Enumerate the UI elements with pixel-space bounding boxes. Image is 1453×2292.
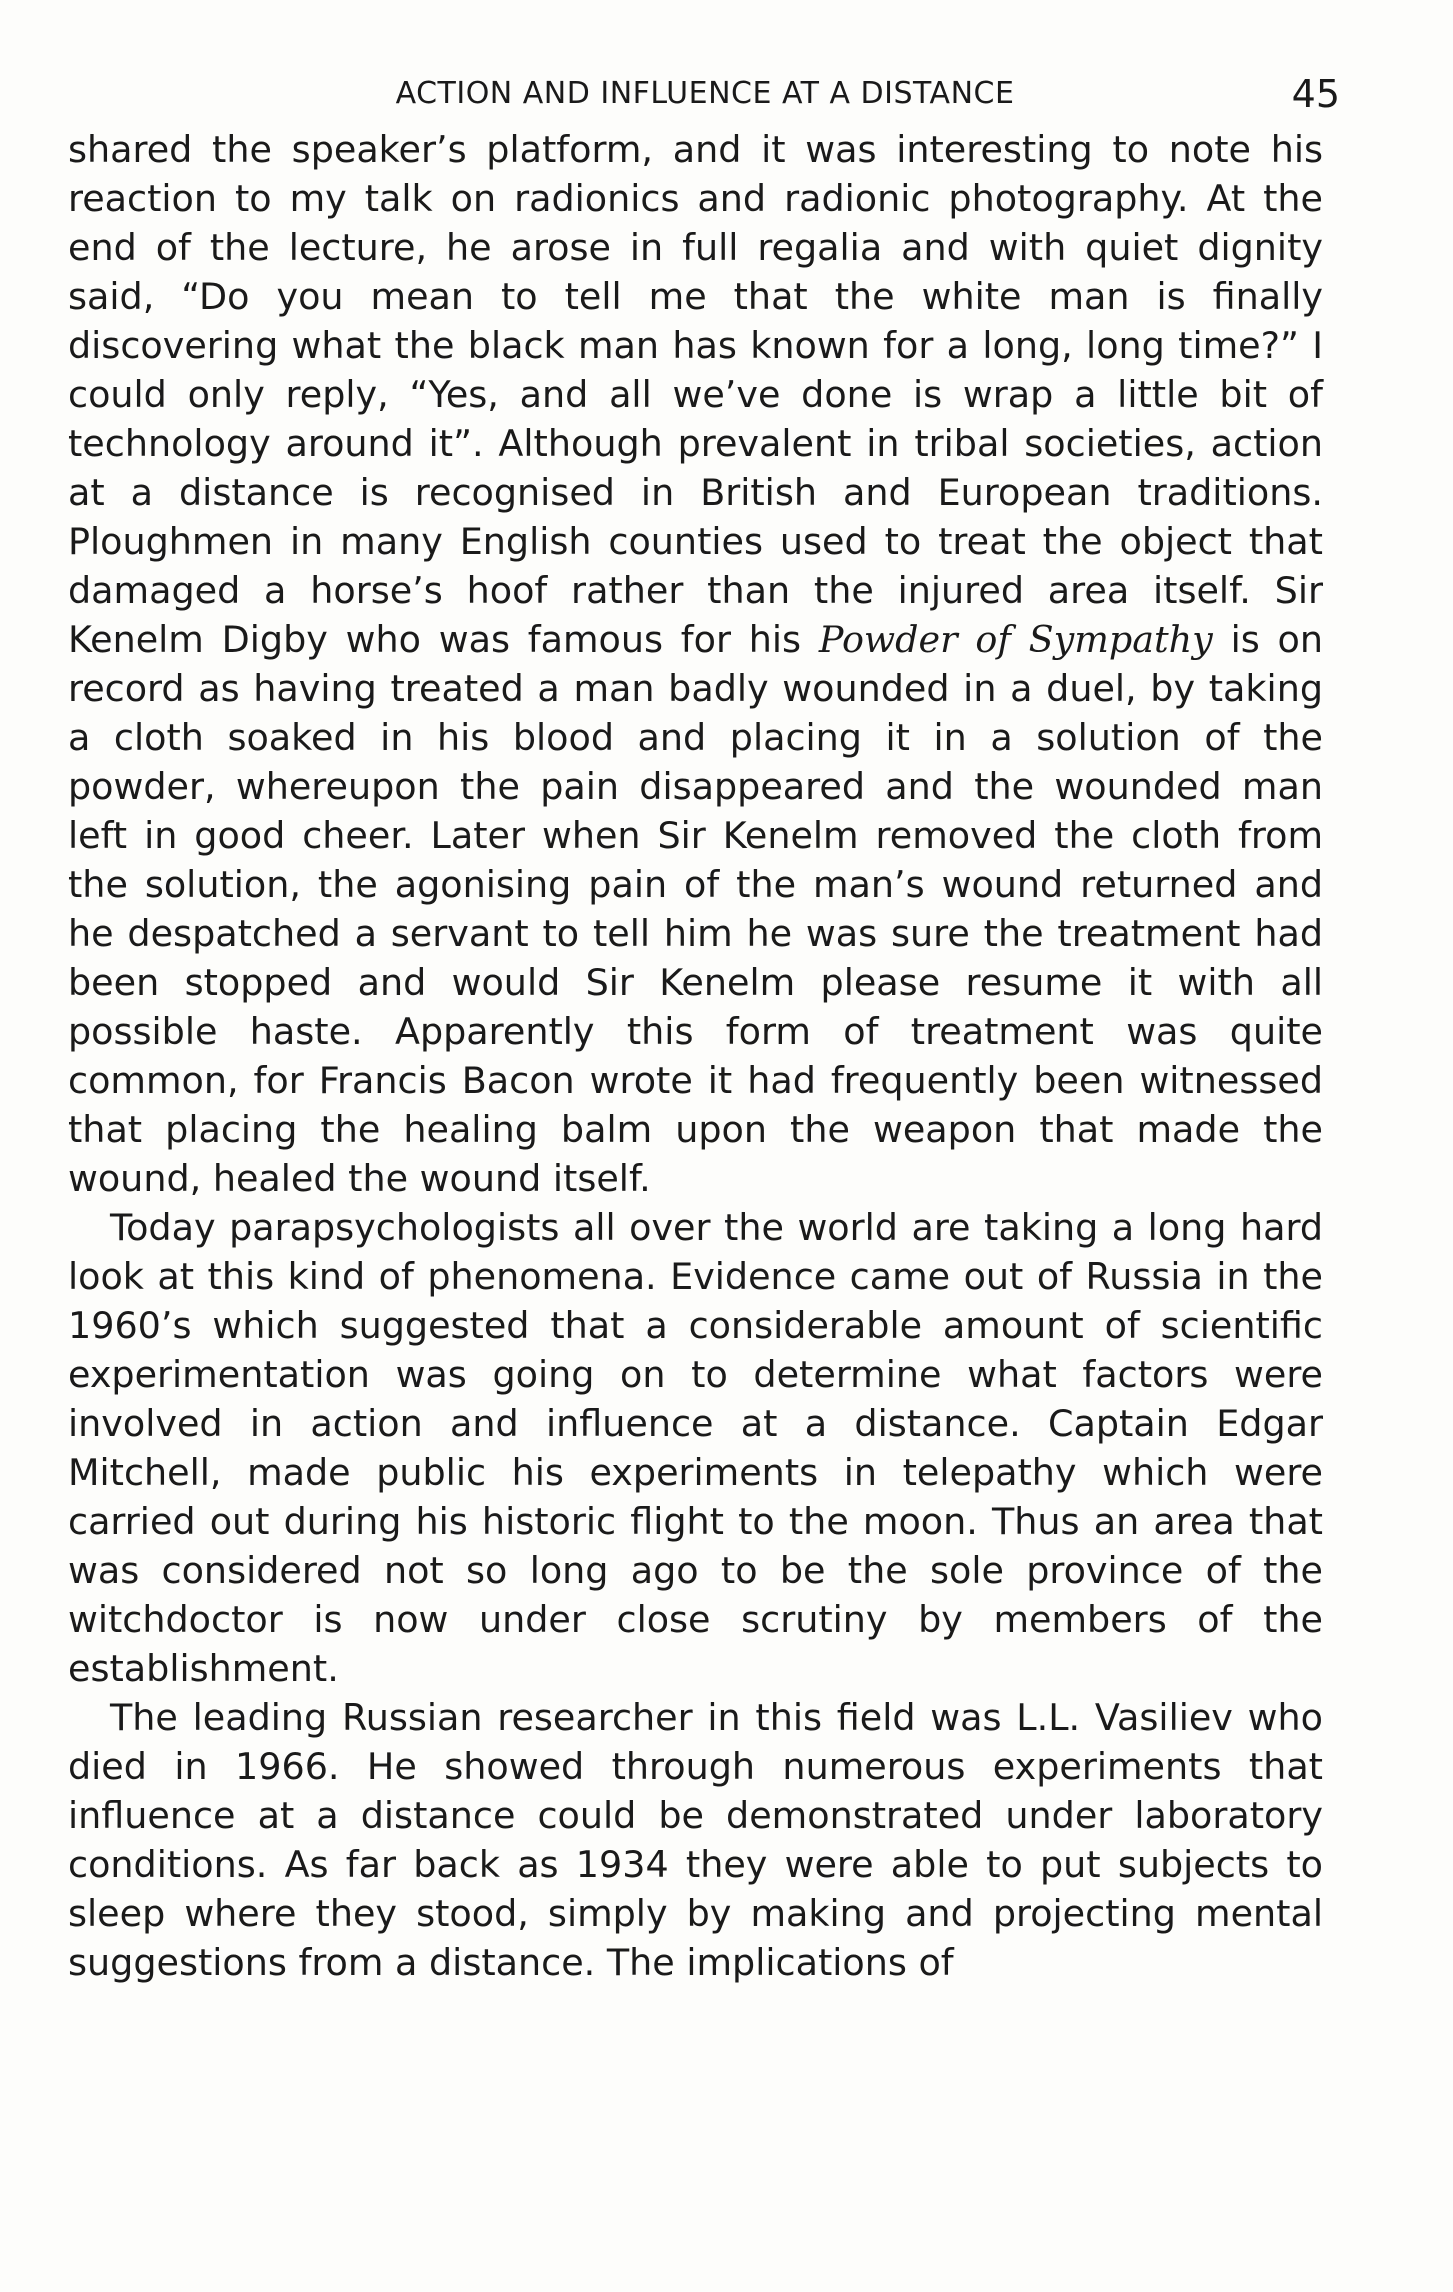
- running-title: ACTION AND INFLUENCE AT A DISTANCE: [395, 76, 1015, 111]
- body-text: [68, 125, 1323, 1987]
- paragraph-2: [68, 1203, 1323, 1693]
- paragraph-1-text-a: shared the speaker’s platform, and it was interesting to note his reaction to my talk on radionics and radionic photography. At the end of the lecture, he arose in full regalia and with quiet dignity said, “Do you mean to tell me that the white man is finally discovering what the black man has known for a long, long time?” I could only reply, “Yes, and all we’ve done is wrap a little bit of technology around it”. Although prevalent in tribal societies, action at a distance is recognised in British and European traditions. Ploughmen in many English counties used to treat the object that damaged a horse’s hoof rather than the injured area itself. Sir Kenelm Digby who was famous for his: [68, 128, 1323, 661]
- paragraph-3: [68, 1693, 1323, 1987]
- running-head: [70, 72, 1340, 122]
- paragraph-1-text-b: is on record as having treated a man badly wounded in a duel, by taking a cloth soaked in his blood and placing it in a solution of the powder, whereupon the pain disappeared and the wounded man left in good cheer. Later when Sir Kenelm removed the cloth from the solution, the agonising pain of the man’s wound returned and he despatched a servant to tell him he was sure the treatment had been stopped and would Sir Kenelm please resume it with all possible haste. Apparently this form of treatment was quite common, for Francis Bacon wrote it had frequently been witnessed that placing the healing balm upon the weapon that made the wound, healed the wound itself.: [68, 618, 1323, 1200]
- paragraph-1: [68, 125, 1323, 1203]
- page-number: 45: [1291, 72, 1340, 116]
- paragraph-3-text: The leading Russian researcher in this field was L.L. Vasiliev who died in 1966. He showed through numerous experiments that influence at a distance could be demonstrated under laboratory conditions. As far back as 1934 they were able to put subjects to sleep where they stood, simply by making and projecting mental suggestions from a distance. The implications of: [68, 1696, 1323, 1984]
- paragraph-2-text: Today parapsychologists all over the world are taking a long hard look at this kind of phenomena. Evidence came out of Russia in the 1960’s which suggested that a considerable amount of scientific experimentation was going on to determine what factors were involved in action and influence at a distance. Captain Edgar Mitchell, made public his experiments in telepathy which were carried out during his historic flight to the moon. Thus an area that was considered not so long ago to be the sole province of the witchdoctor is now under close scrutiny by members of the establishment.: [68, 1206, 1323, 1690]
- book-title-italic: Powder of Sympathy: [818, 618, 1213, 661]
